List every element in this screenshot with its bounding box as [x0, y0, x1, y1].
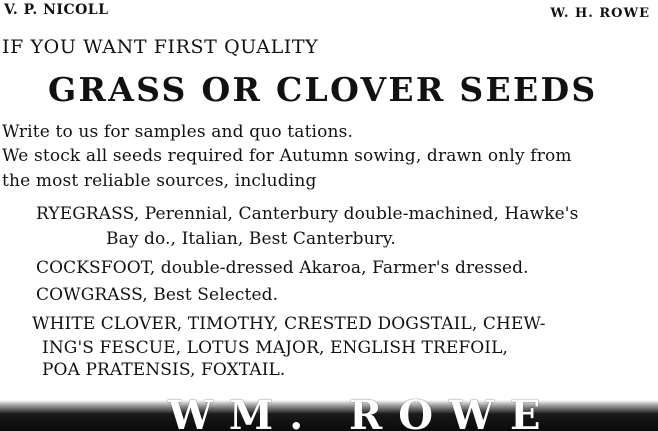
body-line-2: We stock all seeds required for Autumn sowing, drawn only from: [2, 146, 572, 166]
footer-advertiser-name: WM. ROWE: [168, 392, 557, 431]
ryegrass-line-2: Bay do., Italian, Best Canterbury.: [106, 229, 396, 249]
white-clover-line-2: ING'S FESCUE, LOTUS MAJOR, ENGLISH TREFOIL,: [42, 338, 509, 358]
cowgrass-line: COWGRASS, Best Selected.: [36, 285, 279, 305]
headline: GRASS OR CLOVER SEEDS: [48, 70, 598, 109]
white-clover-line-3: POA PRATENSIS, FOXTAIL.: [42, 360, 286, 380]
body-line-3: the most reliable sources, including: [2, 171, 317, 191]
cocksfoot-line: COCKSFOOT, double-dressed Akaroa, Farmer's dressed.: [36, 258, 529, 278]
header-left-name: V. P. NICOLL: [4, 2, 109, 18]
ryegrass-line-1: RYEGRASS, Perennial, Canterbury double-machined, Hawke's: [36, 204, 579, 224]
body-line-1: Write to us for samples and quo tations.: [2, 122, 354, 142]
intro-line: IF YOU WANT FIRST QUALITY: [2, 36, 319, 58]
white-clover-line-1: WHITE CLOVER, TIMOTHY, CRESTED DOGSTAIL, CHEW-: [32, 314, 546, 334]
header-right-name: W. H. ROWE: [550, 6, 650, 21]
